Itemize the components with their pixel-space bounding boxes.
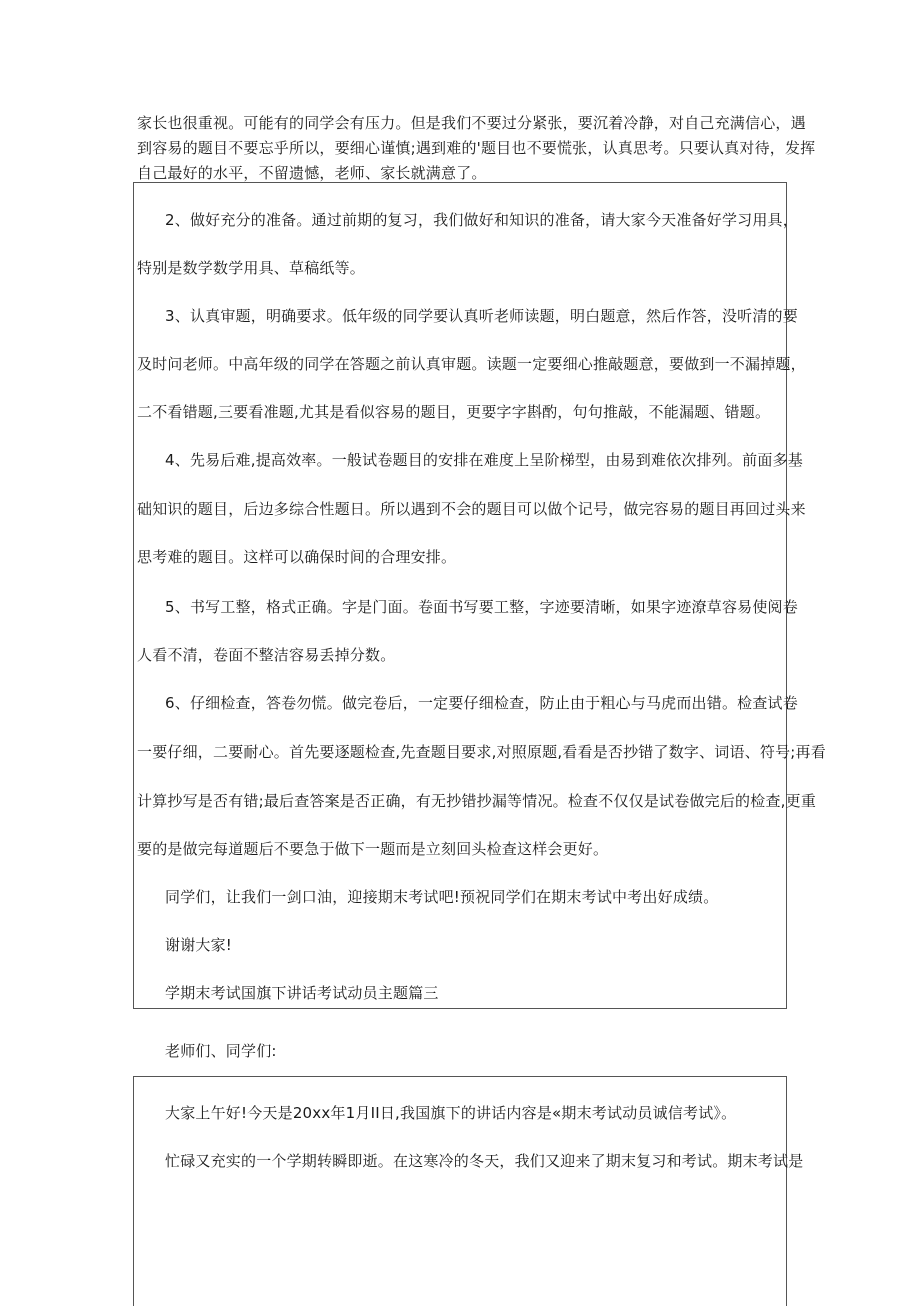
paragraph-6-line: 要的是做完每道题后不要急于做下一题而是立刻回头检查这样会更好。 bbox=[137, 840, 609, 858]
paragraph-line: 大家上午好!今天是20xx年1月II日,我国旗下的讲话内容是«期末考试动员诚信考试》。 bbox=[165, 1104, 737, 1122]
paragraph-6-line: 一要仔细，二要耐心。首先要逐题检查,先查题目要求,对照原题,看看是否抄错了数字、词语、符号;再看 bbox=[137, 743, 826, 761]
greeting: 老师们、同学们: bbox=[165, 1042, 277, 1060]
intro-line: 到容易的题目不要忘乎所以，要细心谨慎;遇到难的'题目也不要慌张，认真思考。只要认真对待，发挥 bbox=[137, 139, 816, 157]
paragraph-6-line: 计算抄写是否有错;最后查答案是否正确，有无抄错抄漏等情况。检查不仅仅是试卷做完后的检查,更重 bbox=[137, 792, 817, 810]
paragraph-line: 忙碌又充实的一个学期转瞬即逝。在这寒冷的冬天，我们又迎来了期末复习和考试。期末考试是 bbox=[165, 1152, 804, 1170]
closing-line: 同学们，让我们一剑口油，迎接期末考试吧!预祝同学们在期末考试中考出好成绩。 bbox=[165, 888, 719, 906]
paragraph-5-line: 5、书写工整，格式正确。字是门面。卷面书写要工整，字迹要清晰，如果字迹潦草容易使阅卷 bbox=[165, 598, 798, 616]
paragraph-3-line: 二不看错题,三要看准题,尤其是看似容易的题目，更要字字斟酌，句句推敲，不能漏题、错题。 bbox=[137, 403, 771, 421]
paragraph-6-line: 6、仔细检查，答卷勿慌。做完卷后，一定要仔细检查，防止由于粗心与马虎而出错。检查试卷 bbox=[165, 694, 798, 712]
intro-line: 家长也很重视。可能有的同学会有压力。但是我们不要过分紧张，要沉着冷静，对自己充满信心，遇 bbox=[137, 114, 806, 132]
paragraph-4-line: 思考难的题目。这样可以确保时间的合理安排。 bbox=[137, 548, 457, 566]
paragraph-5-line: 人看不清，卷面不整洁容易丢掉分数。 bbox=[137, 646, 396, 664]
thanks-line: 谢谢大家! bbox=[165, 936, 233, 954]
section-heading: 学期末考试国旗下讲话考试动员主题篇三 bbox=[165, 984, 439, 1002]
paragraph-2-line: 特别是数学数学用具、草稿纸等。 bbox=[137, 259, 366, 277]
paragraph-3-line: 3、认真审题，明确要求。低年级的同学要认真听老师读题，明白题意，然后作答，没听清的要 bbox=[165, 307, 798, 325]
paragraph-3-line: 及时问老师。中高年级的同学在答题之前认真审题。读题一定要细心推敲题意，要做到一不漏掉题， bbox=[137, 355, 806, 373]
paragraph-4-line: 础知识的题目，后边多综合性题日。所以遇到不会的题目可以做个记号，做完容易的题目再回过头来 bbox=[137, 500, 806, 518]
paragraph-4-line: 4、先易后难,提高效率。一般试卷题目的安排在难度上呈阶梯型，由易到难依次排列。前面多基 bbox=[165, 451, 803, 469]
intro-line: 自己最好的水平，不留遗憾，老师、家长就满意了。 bbox=[137, 164, 487, 182]
paragraph-2-line: 2、做好充分的准备。通过前期的复习，我们做好和知识的准备，请大家今天准备好学习用具， bbox=[165, 211, 798, 229]
